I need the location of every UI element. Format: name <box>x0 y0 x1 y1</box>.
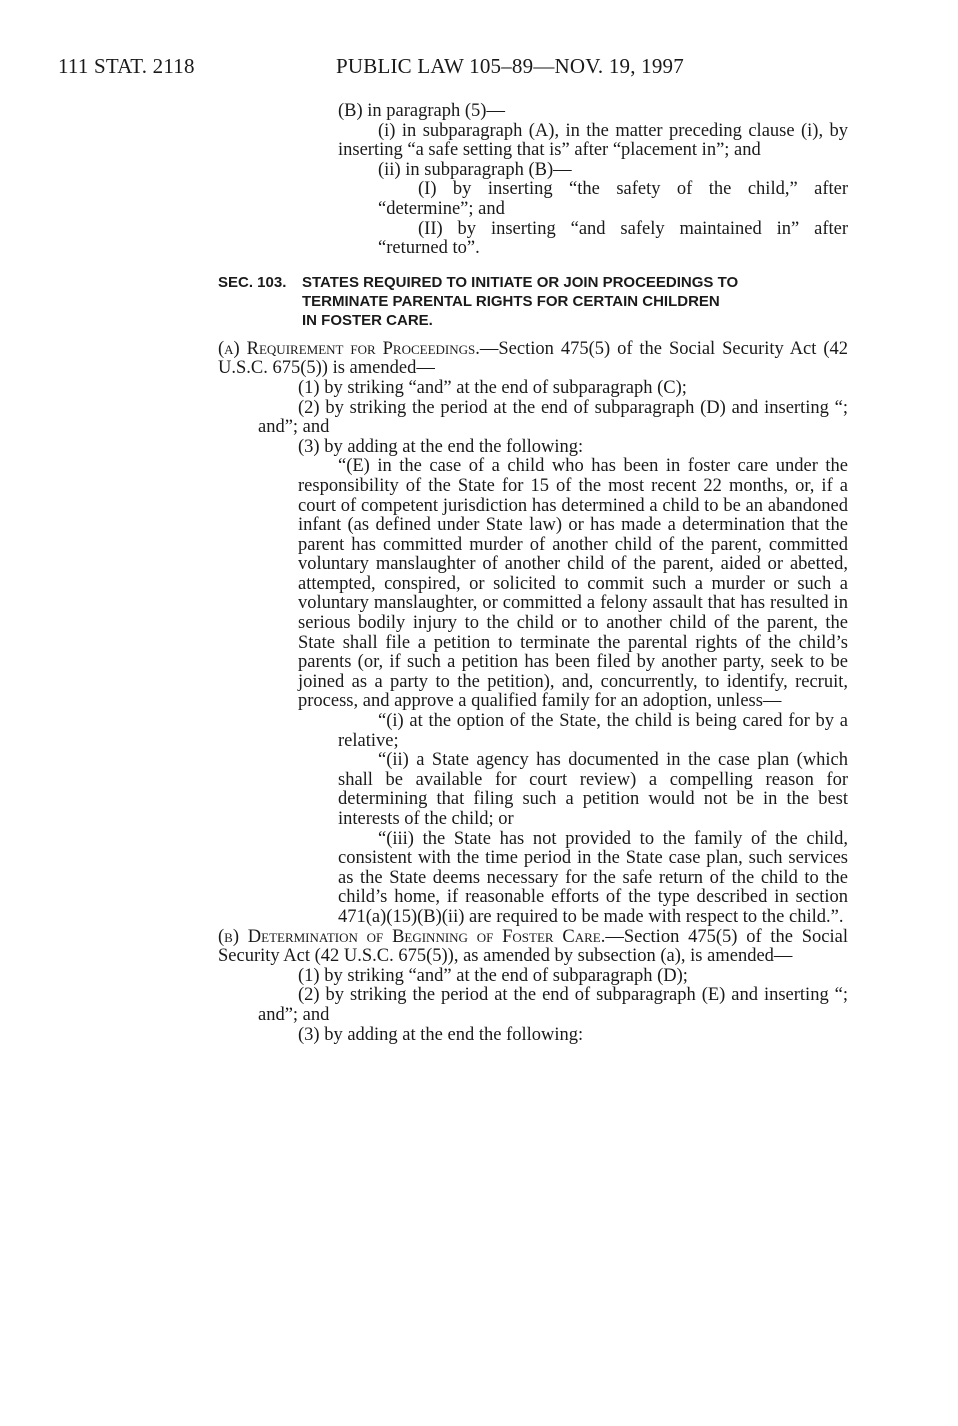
subsection-a-item1: (1) by striking “and” at the end of subparagraph (C); <box>298 377 687 398</box>
subsection-b-item2: (2) by striking the period at the end of subparagraph (E) and inserting “; and”; and <box>258 985 848 1025</box>
subsection-a-heading: (a) Requirement for Proceedings. <box>218 338 480 359</box>
clause-E-i: “(i) at the option of the State, the child is being cared for by a relative; <box>338 711 848 751</box>
section-title-line2: TERMINATE PARENTAL RIGHTS FOR CERTAIN CHILDREN <box>302 292 720 310</box>
section-number: SEC. 103. <box>218 273 287 291</box>
public-law-citation: PUBLIC LAW 105–89—NOV. 19, 1997 <box>336 54 684 78</box>
clause-E-ii: “(ii) a State agency has documented in the case plan (which shall be available for court review) a compelling reason for determining that filing such a petition would not be in the best interests of the child; or <box>338 750 848 829</box>
section-heading <box>218 273 848 330</box>
stat-page-number: 111 STAT. 2118 <box>58 54 195 78</box>
subsection-a-intro <box>218 340 848 379</box>
subsection-b-item3: (3) by adding at the end the following: <box>298 1024 584 1045</box>
paragraph-b-i: (i) in subparagraph (A), in the matter preceding clause (i), by inserting “a safe setting that is” after “placement in”; and <box>338 120 848 161</box>
section-title-line3: IN FOSTER CARE. <box>302 311 433 329</box>
subsection-b-intro <box>218 928 848 967</box>
subsection-a-item3: (3) by adding at the end the following: <box>298 436 584 457</box>
paragraph-b-ii: (ii) in subparagraph (B)— <box>378 159 572 180</box>
paragraph-b-para5: (B) in paragraph (5)— <box>338 101 505 121</box>
subsection-b-item1: (1) by striking “and” at the end of subparagraph (D); <box>298 965 688 986</box>
clause-E-iii: “(iii) the State has not provided to the family of the child, consistent with the time period in the State case plan, such services as the State deems necessary for the safe return of the child to the child’s home, if reasonable efforts of the type described in section 471(a)(15)(B)(ii) are required to be made with respect to the child.”. <box>338 828 848 927</box>
document-body <box>218 102 848 1045</box>
paragraph-b-II: (II) by inserting “and safely maintained in” after “returned to”. <box>378 218 848 259</box>
subsection-b-intro-text: —Section 475(5) of the Social Security Act (42 U.S.C. 675(5)), as amended by subsection (a), is amended— <box>218 926 848 967</box>
subsection-a-intro-text: —Section 475(5) of the Social Security Act (42 U.S.C. 675(5)) is amended— <box>218 338 848 379</box>
subsection-a-item2: (2) by striking the period at the end of subparagraph (D) and inserting “; and”; and <box>258 397 848 438</box>
subparagraph-E: “(E) in the case of a child who has been in foster care under the responsibility of the State for 15 of the most recent 22 months, or, if a court of competent jurisdiction has determined a child to be an abandoned infant (as defined under State law) or has made a determination that the parent has committed murder of another child of the parent, committed voluntary manslaughter of another child of the parent, aided or abetted, attempted, conspired, or solicited to commit such a murder or such a voluntary manslaughter, or committed a felony assault that has resulted in serious bodily injury to the child or to another child of the parent, the State shall file a petition to terminate the parental rights of the child’s parents (or, if such a petition has been filed by another party, seek to be joined as a party to the petition), and, concurrently, to identify, recruit, process, and approve a qualified family for an adoption, unless— <box>298 456 848 712</box>
subsection-b-heading: (b) Determination of Beginning of Foster Care. <box>218 926 606 947</box>
paragraph-b-I: (I) by inserting “the safety of the child,” after “determine”; and <box>378 179 848 219</box>
section-title-line1: STATES REQUIRED TO INITIATE OR JOIN PROCEEDINGS TO <box>302 273 739 291</box>
